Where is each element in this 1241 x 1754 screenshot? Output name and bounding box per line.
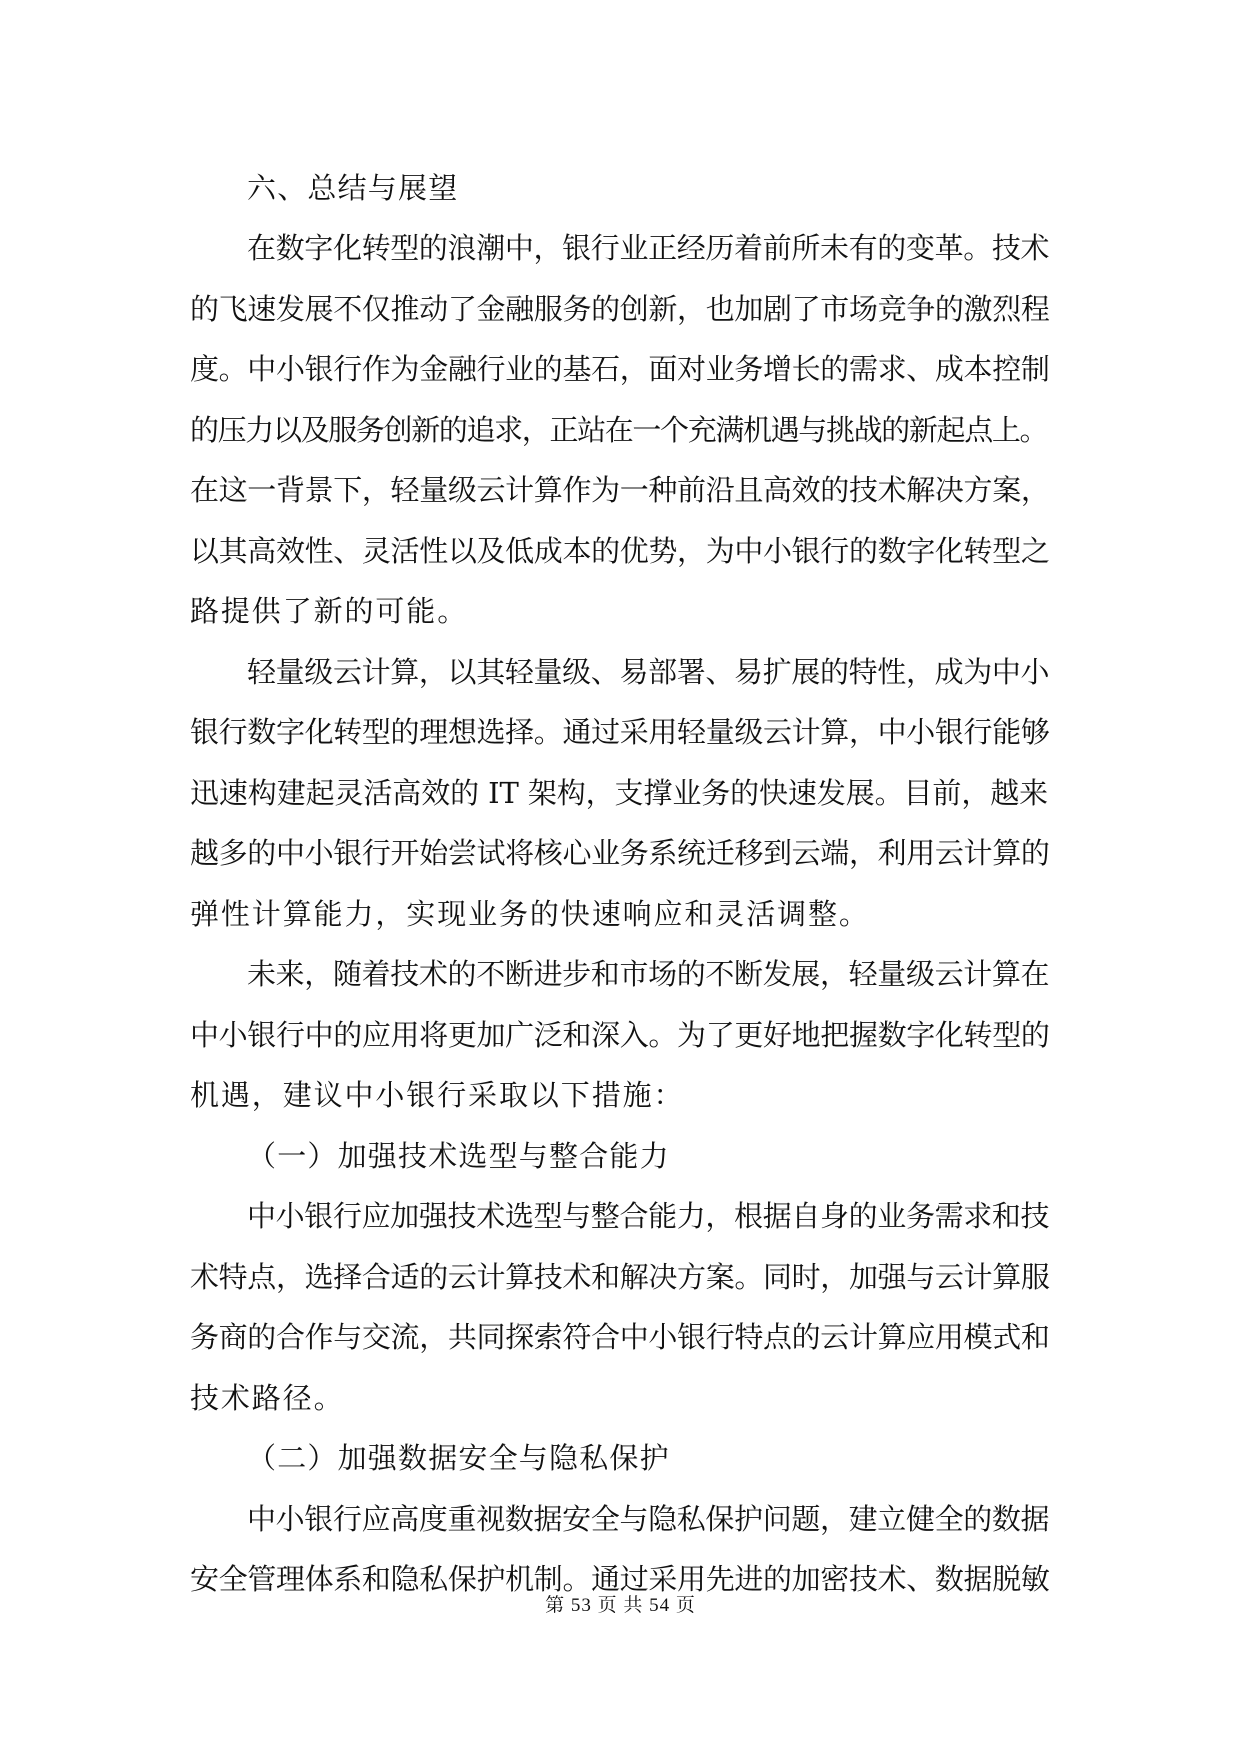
paragraph-line: 中小银行应加强技术选型与整合能力，根据自身的业务需求和技 xyxy=(247,1199,1050,1233)
paragraph-line: 银行数字化转型的理想选择。通过采用轻量级云计算，中小银行能够 xyxy=(190,715,1050,749)
paragraph-line: 弹性计算能力，实现业务的快速响应和灵活调整。 xyxy=(190,897,870,931)
paragraph-line: 度。中小银行作为金融行业的基石，面对业务增长的需求、成本控制 xyxy=(190,352,1050,386)
paragraph-line: 安全管理体系和隐私保护机制。通过采用先进的加密技术、数据脱敏 xyxy=(190,1562,1050,1596)
paragraph-line: 术特点，选择合适的云计算技术和解决方案。同时，加强与云计算服 xyxy=(190,1260,1050,1294)
paragraph-line: 的压力以及服务创新的追求，正站在一个充满机遇与挑战的新起点上。 xyxy=(190,413,1048,447)
paragraph-line: 中小银行中的应用将更加广泛和深入。为了更好地把握数字化转型的 xyxy=(190,1018,1050,1052)
paragraph-line: 务商的合作与交流，共同探索符合中小银行特点的云计算应用模式和 xyxy=(190,1320,1050,1354)
paragraph-line: 中小银行应高度重视数据安全与隐私保护问题，建立健全的数据 xyxy=(247,1502,1050,1536)
paragraph-line: 迅速构建起灵活高效的 IT 架构，支撑业务的快速发展。目前，越来 xyxy=(190,776,1049,810)
paragraph-line: 的飞速发展不仅推动了金融服务的创新，也加剧了市场竞争的激烈程 xyxy=(190,292,1050,326)
page-number-footer: 第 53 页 共 54 页 xyxy=(545,1595,696,1616)
paragraph-line: 机遇，建议中小银行采取以下措施： xyxy=(190,1078,685,1112)
section-heading: 六、总结与展望 xyxy=(247,171,459,205)
paragraph-line: 在数字化转型的浪潮中，银行业正经历着前所未有的变革。技术 xyxy=(247,231,1050,265)
paragraph-line: 技术路径。 xyxy=(190,1381,345,1415)
paragraph-line: 未来，随着技术的不断进步和市场的不断发展，轻量级云计算在 xyxy=(247,957,1050,991)
paragraph-line: 路提供了新的可能。 xyxy=(190,594,469,628)
paragraph-line: 以其高效性、灵活性以及低成本的优势，为中小银行的数字化转型之 xyxy=(190,534,1050,568)
paragraph-line: 轻量级云计算，以其轻量级、易部署、易扩展的特性，成为中小 xyxy=(247,655,1050,689)
subsection-heading: （二）加强数据安全与隐私保护 xyxy=(247,1441,670,1475)
subsection-heading: （一）加强技术选型与整合能力 xyxy=(247,1139,670,1173)
paragraph-line: 在这一背景下，轻量级云计算作为一种前沿且高效的技术解决方案， xyxy=(190,473,1050,507)
paragraph-line: 越多的中小银行开始尝试将核心业务系统迁移到云端，利用云计算的 xyxy=(190,836,1050,870)
